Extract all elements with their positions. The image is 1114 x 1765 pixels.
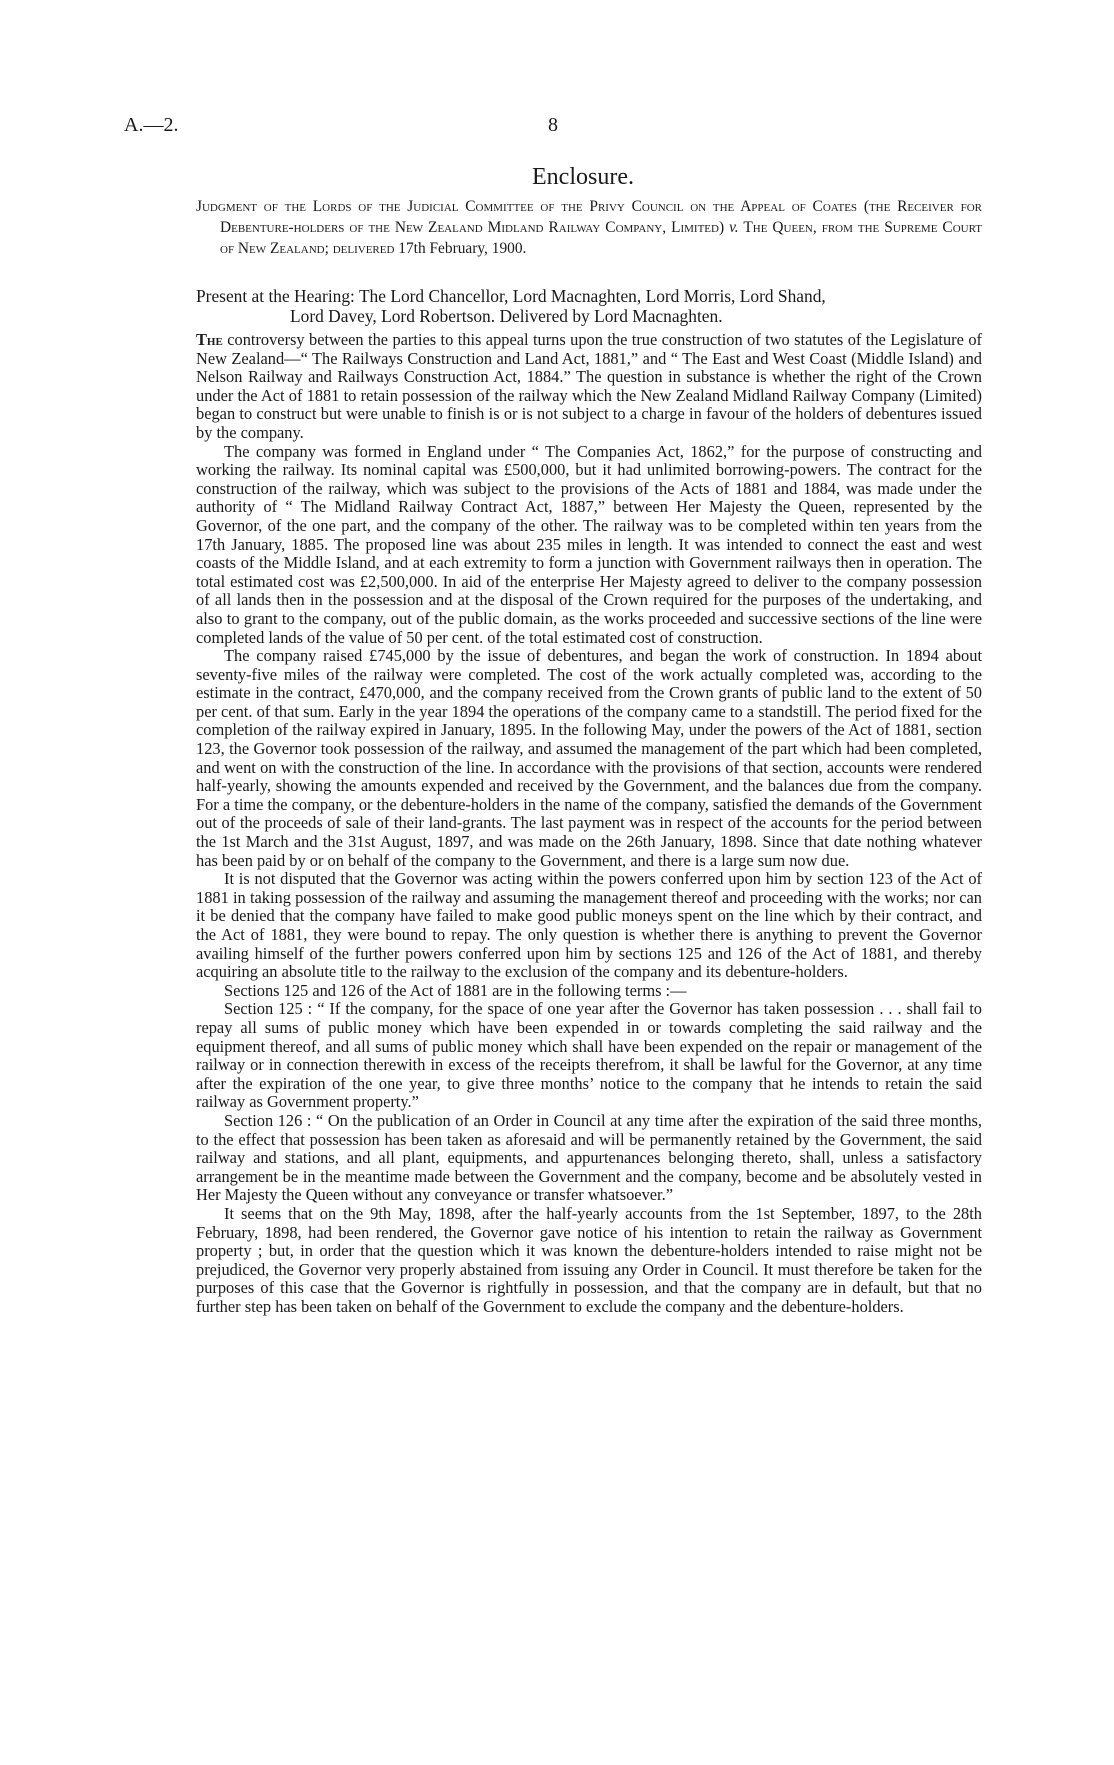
paragraph-section-126: Section 126 : “ On the publication of an Order in Council at any time after the expiration of the said three months, to the effect that possession has been taken as aforesaid and will be permanently retained by the Government, the said railway and stations, and all plant, equipments, and appurtenances belonging thereto, shall, unless a satisfactory arrangement be in the meantime made between the Government and the company, become and be absolutely vested in Her Majesty the Queen without any conveyance or transfer whatsoever.”	[196, 1110, 982, 1205]
paragraph-2: The company was formed in England under “ The Companies Act, 1862,” for the purpose of constructing and working the railway. Its nominal capital was £500,000, but it had unlimited borrowing-powers. The contract for the construction of the railway, which was subject to the provisions of the Acts of 1881 and 1884, was made under the authority of “ The Midland Railway Contract Act, 1887,” between Her Majesty the Queen, represented by the Governor, of the one part, and the company of the other. The railway was to be completed within ten years from the 17th January, 1885. The proposed line was about 235 miles in length. It was intended to connect the east and west coasts of the Middle Island, and at each extremity to form a junction with Government railways then in operation. The total estimated cost was £2,500,000. In aid of the enterprise Her Majesty agreed to deliver to the company possession of all lands then in the possession and at the disposal of the Crown required for the purposes of the undertaking, and also to grant to the company, out of the public domain, as the works proceeded and successive sections of the line were completed lands of the value of 50 per cent. of the total estimated cost of construction.	[196, 441, 982, 647]
judgment-date: 17th February, 1900.	[398, 240, 527, 257]
paragraph-1	[196, 331, 982, 443]
paragraph-4: It is not disputed that the Governor was acting within the powers conferred upon him by section 123 of the Act of 1881 in taking possession of the railway and assuming the management thereof and proceeding with the works; nor can it be denied that the company have failed to make good public moneys spent on the line which by their contract, and the Act of 1881, they were bound to repay. The only question is whether there is anything to prevent the Governor availing himself of the further powers conferred upon him by sections 125 and 126 of the Act of 1881, and thereby acquiring an absolute title to the railway to the exclusion of the company and its debenture-holders.	[196, 869, 982, 982]
enclosure-title: Enclosure.	[532, 164, 634, 190]
judgment-heading-part1: Judgment of the Lords of the Judicial Committee of the Privy Council on the Appeal of Coates (the Receiver for Debenture-holders of the New Zealand Midland Railway Company, Limited)	[196, 198, 982, 236]
present-names-line2: Lord Davey, Lord Robertson. Delivered by Lord Macnaghten.	[290, 306, 723, 326]
present-names-line1: The Lord Chancellor, Lord Macnaghten, Lord Morris, Lord Shand,	[358, 286, 826, 306]
paragraph-1-lead: The	[196, 330, 223, 349]
paragraph-8: It seems that on the 9th May, 1898, after the half-yearly accounts from the 1st September, 1897, to the 28th February, 1898, had been rendered, the Governor gave notice of his intention to retain the railway as Government property ; but, in order that the question which it was known the debenture-holders intended to raise might not be prejudiced, the Governor very properly abstained from issuing any Order in Council. It must therefore be taken for the purposes of this case that the Governor is rightfully in possession, and that the company are in default, but that no further step has been taken on behalf of the Government to exclude the company and the debenture-holders.	[196, 1203, 982, 1316]
present-label: Present at the Hearing:	[196, 286, 355, 306]
judgment-heading	[196, 196, 982, 259]
paragraph-section-125: Section 125 : “ If the company, for the space of one year after the Governor has taken possession . . . shall fail to repay all sums of public money which have been expended in or towards completing the said railway and the equipment thereof, and all sums of public money which shall have been expended on the repair or management of the railway or in connection therewith in excess of the receipts therefrom, it shall be lawful for the Governor, at any time after the expiration of the one year, to give three months’ notice to the company that he intends to retain the said railway as Government property.”	[196, 999, 982, 1112]
paragraph-5: Sections 125 and 126 of the Act of 1881 are in the following terms :—	[224, 980, 687, 1000]
page-number: 8	[548, 114, 558, 136]
paragraph-3: The company raised £745,000 by the issue of debentures, and began the work of construction. In 1894 about seventy-five miles of the railway were completed. The cost of the work actually completed was, according to the estimate in the contract, £470,000, and the company received from the Crown grants of public land to the extent of 50 per cent. of that sum. Early in the year 1894 the operations of the company came to a standstill. The period fixed for the completion of the railway expired in January, 1895. In the following May, under the powers of the Act of 1881, section 123, the Governor took possession of the railway, and assumed the management of the part which had been completed, and went on with the construction of the line. In accordance with the provisions of that section, accounts were rendered half-yearly, showing the amounts expended and received by the Government, and the balances due from the company. For a time the company, or the debenture-holders in the name of the company, satisfied the demands of the Government out of the proceeds of sale of their land-grants. The last payment was in respect of the accounts for the period between the 1st March and the 31st August, 1897, and was made on the 26th January, 1898. Since that date nothing whatever has been paid by or on behalf of the company to the Government, and there is a large sum now due.	[196, 646, 982, 870]
present-at-hearing	[196, 286, 982, 326]
page-header	[0, 114, 1114, 144]
document-code: A.—2.	[124, 114, 179, 136]
judgment-heading-part2: The Queen, from the Supreme Court of New Zealand; delivered	[220, 219, 982, 257]
judgment-body	[196, 331, 982, 1316]
versus: v.	[729, 219, 739, 236]
paragraph-1-text: controversy between the parties to this appeal turns upon the true construction of two statutes of the Legislature of New Zealand—“ The Railways Construction and Land Act, 1881,” and “ The East and West Coast (Middle Island) and Nelson Railway and Railways Construction Act, 1884.” The question in substance is whether the right of the Crown under the Act of 1881 to retain possession of the railway which the New Zealand Midland Railway Company (Limited) began to construct but were unable to finish is or is not subject to a charge in favour of the holders of debentures issued by the company.	[196, 330, 982, 442]
